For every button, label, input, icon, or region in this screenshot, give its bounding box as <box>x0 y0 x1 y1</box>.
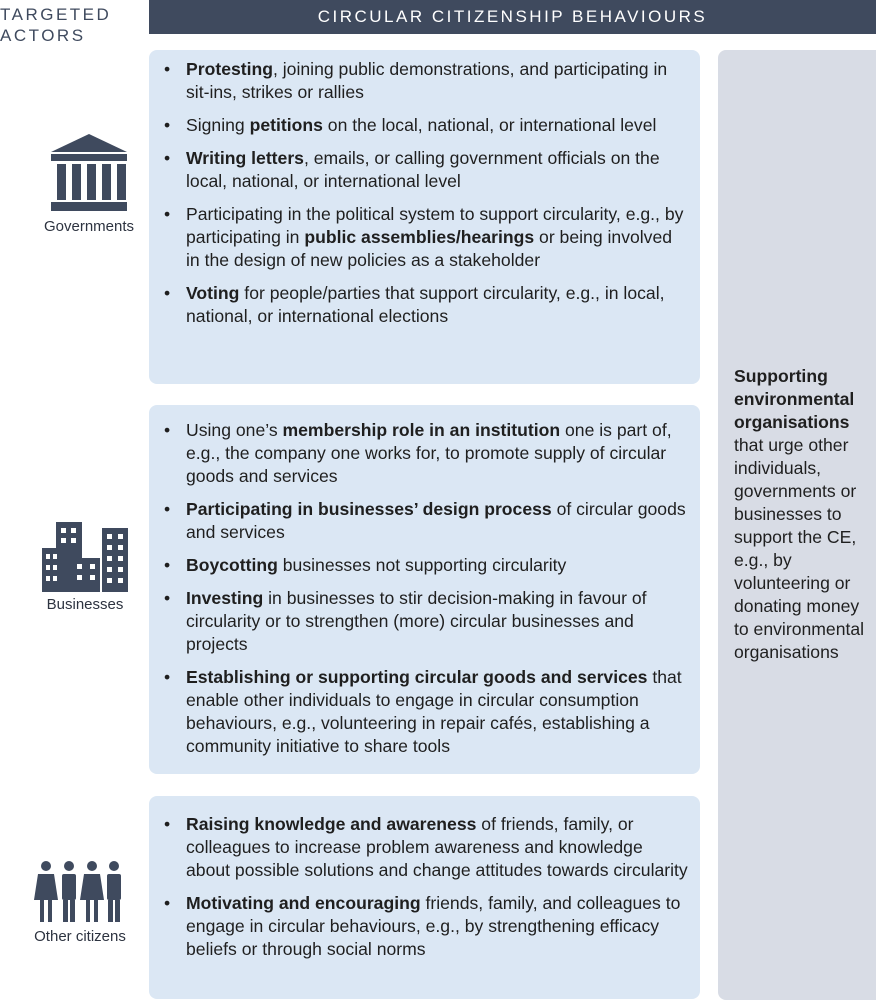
governments-behaviours-list <box>163 58 690 328</box>
list-item: • Motivating and encouraging friends, family, and colleagues to engage in circular behaviours, e.g., by strengthening efficacy beliefs or through social norms <box>163 892 690 961</box>
list-item: • Writing letters, emails, or calling government officials on the local, national, or international level <box>163 147 690 193</box>
list-item: • Participating in businesses’ design process of circular goods and services <box>163 498 690 544</box>
actor-label-governments: Governments <box>43 218 135 235</box>
list-item: • Establishing or supporting circular goods and services that enable other individuals to engage in circular consumption behaviours, e.g., volunteering in repair cafés, establishing a community initiative to share tools <box>163 666 690 758</box>
side-panel-heading: Supporting environmental organisations <box>734 366 855 432</box>
group-of-people-icon <box>34 860 126 924</box>
actor-governments <box>14 132 164 235</box>
other-citizens-behaviours-panel <box>149 796 700 999</box>
actor-businesses <box>10 520 160 613</box>
targeted-actors-heading-line-1: TARGETED <box>0 5 112 24</box>
other-citizens-behaviours-list <box>163 813 690 961</box>
header-title: CIRCULAR CITIZENSHIP BEHAVIOURS <box>317 7 708 26</box>
list-item: • Raising knowledge and awareness of friends, family, or colleagues to increase problem awareness and knowledge about possible solutions and change attitudes towards circularity <box>163 813 690 882</box>
actor-label-businesses: Businesses <box>46 596 124 613</box>
circular-citizenship-behaviours-header <box>149 0 876 34</box>
government-building-icon <box>47 132 131 214</box>
list-item: • Boycotting businesses not supporting circularity <box>163 554 690 577</box>
targeted-actors-heading-line-2: ACTORS <box>0 26 86 45</box>
actor-other-citizens <box>5 860 155 945</box>
businesses-behaviours-list <box>163 419 690 758</box>
businesses-behaviours-panel <box>149 405 700 774</box>
office-buildings-icon <box>40 520 130 592</box>
governments-behaviours-panel <box>149 50 700 384</box>
supporting-organisations-panel <box>718 50 876 1000</box>
list-item: • Signing petitions on the local, national, or international level <box>163 114 690 137</box>
list-item: • Using one’s membership role in an institution one is part of, e.g., the company one works for, to promote supply of circular goods and services <box>163 419 690 488</box>
targeted-actors-heading <box>0 4 118 46</box>
side-panel-text: that urge other individuals, governments or businesses to support the CE, e.g., by volunteering or donating money to environmental organisations <box>734 435 865 662</box>
list-item: • Investing in businesses to stir decision-making in favour of circularity or to strengthen (more) circular businesses and projects <box>163 587 690 656</box>
list-item: • Protesting, joining public demonstrations, and participating in sit-ins, strikes or rallies <box>163 58 690 104</box>
list-item: • Participating in the political system to support circularity, e.g., by participating in public assemblies/hearings or being involved in the design of new policies as a stakeholder <box>163 203 690 272</box>
actor-label-other-citizens: Other citizens <box>34 928 126 945</box>
list-item: • Voting for people/parties that support circularity, e.g., in local, national, or international elections <box>163 282 690 328</box>
